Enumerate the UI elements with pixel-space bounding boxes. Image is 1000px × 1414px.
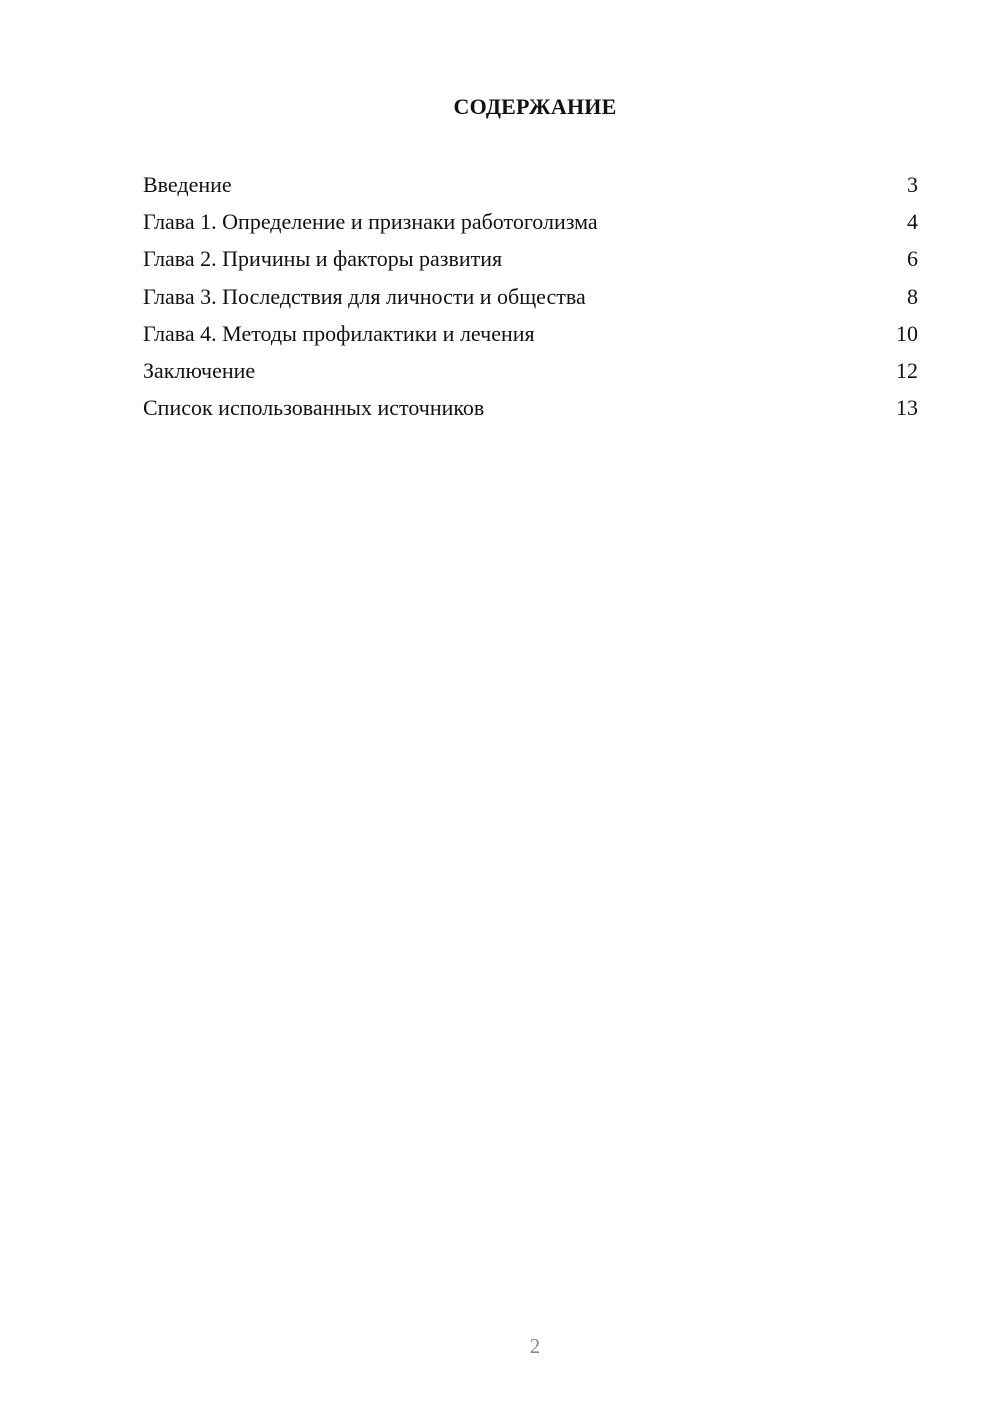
- toc-entry-title: Введение: [143, 172, 232, 197]
- toc-entry-page: 12: [896, 357, 918, 383]
- toc-entry-title: Список использованных источников: [143, 395, 485, 421]
- toc-entry-page: 10: [896, 320, 918, 346]
- toc-entry: [143, 280, 918, 317]
- toc-entry: [143, 391, 918, 428]
- toc-entry-page: 13: [896, 395, 918, 421]
- toc-entry: [143, 168, 918, 205]
- page-number: 2: [529, 1334, 541, 1358]
- toc-heading: СОДЕРЖАНИЕ: [453, 94, 617, 119]
- toc-entry-title: Глава 4. Методы профилактики и лечения: [143, 320, 535, 346]
- toc-list: [143, 168, 918, 428]
- toc-entry-page: 4: [907, 209, 918, 235]
- toc-entry-page: 6: [907, 246, 918, 272]
- toc-entry: [143, 317, 918, 354]
- toc-entry: [143, 205, 918, 242]
- toc-entry-title: Заключение: [143, 357, 256, 383]
- toc-entry-title: Глава 3. Последствия для личности и общества: [143, 283, 586, 309]
- toc-entry-title: Глава 2. Причины и факторы развития: [143, 246, 503, 272]
- toc-entry: [143, 354, 918, 391]
- toc-entry-page: 8: [907, 283, 918, 309]
- toc-entry-title: Глава 1. Определение и признаки работоголизма: [143, 209, 598, 235]
- toc-entry: [143, 242, 918, 279]
- toc-entry-page: 3: [907, 172, 918, 197]
